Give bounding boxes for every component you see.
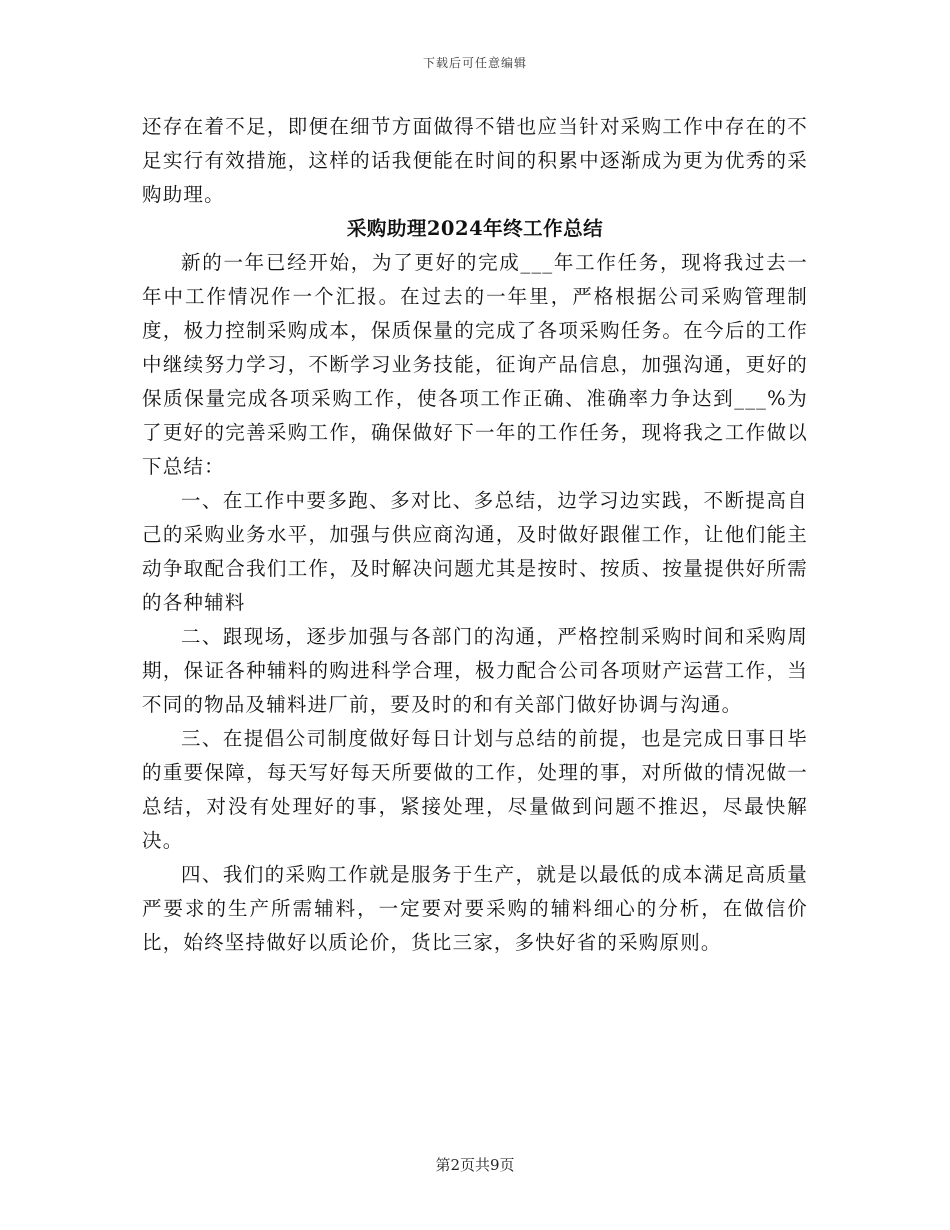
document-title: 采购助理2024年终工作总结 xyxy=(346,217,604,240)
body-paragraph: 一、在工作中要多跑、多对比、多总结，边学习边实践，不断提高自己的采购业务水平，加强与供应商沟通，及时做好跟催工作，让他们能主动争取配合我们工作，及时解决问题尤其是按时、按质、按量提供好所需的各种辅料 xyxy=(142,489,808,614)
page-header: 下载后可任意编辑 xyxy=(422,56,527,70)
page-number: 第2页共9页 xyxy=(435,1156,515,1174)
body-paragraph: 新的一年已经开始，为了更好的完成___年工作任务，现将我过去一年中工作情况作一个汇报。在过去的一年里，严格根据公司采购管理制度，极力控制采购成本，保质保量的完成了各项采购任务。在今后的工作中继续努力学习，不断学习业务技能，征询产品信息，加强沟通，更好的保质保量完成各项采购工作，使各项工作正确、准确率力争达到___%为了更好的完善采购工作，确保做好下一年的工作任务，现将我之工作做以下总结： xyxy=(142,251,808,478)
document-body xyxy=(142,110,808,960)
continuation-paragraph: 还存在着不足，即便在细节方面做得不错也应当针对采购工作中存在的不足实行有效措施，这样的话我便能在时间的积累中逐渐成为更为优秀的采购助理。 xyxy=(142,115,808,206)
body-paragraph: 三、在提倡公司制度做好每日计划与总结的前提，也是完成日事日毕的重要保障，每天写好每天所要做的工作，处理的事，对所做的情况做一总结，对没有处理好的事，紧接处理，尽量做到问题不推迟，尽最快解决。 xyxy=(142,727,808,852)
body-paragraph: 四、我们的采购工作就是服务于生产，就是以最低的成本满足高质量严要求的生产所需辅料，一定要对要采购的辅料细心的分析，在做信价比，始终坚持做好以质论价，货比三家，多快好省的采购原则。 xyxy=(142,863,808,954)
body-paragraph: 二、跟现场，逐步加强与各部门的沟通，严格控制采购时间和采购周期，保证各种辅料的购进科学合理，极力配合公司各项财产运营工作，当不同的物品及辅料进厂前，要及时的和有关部门做好协调与沟通。 xyxy=(142,625,808,716)
